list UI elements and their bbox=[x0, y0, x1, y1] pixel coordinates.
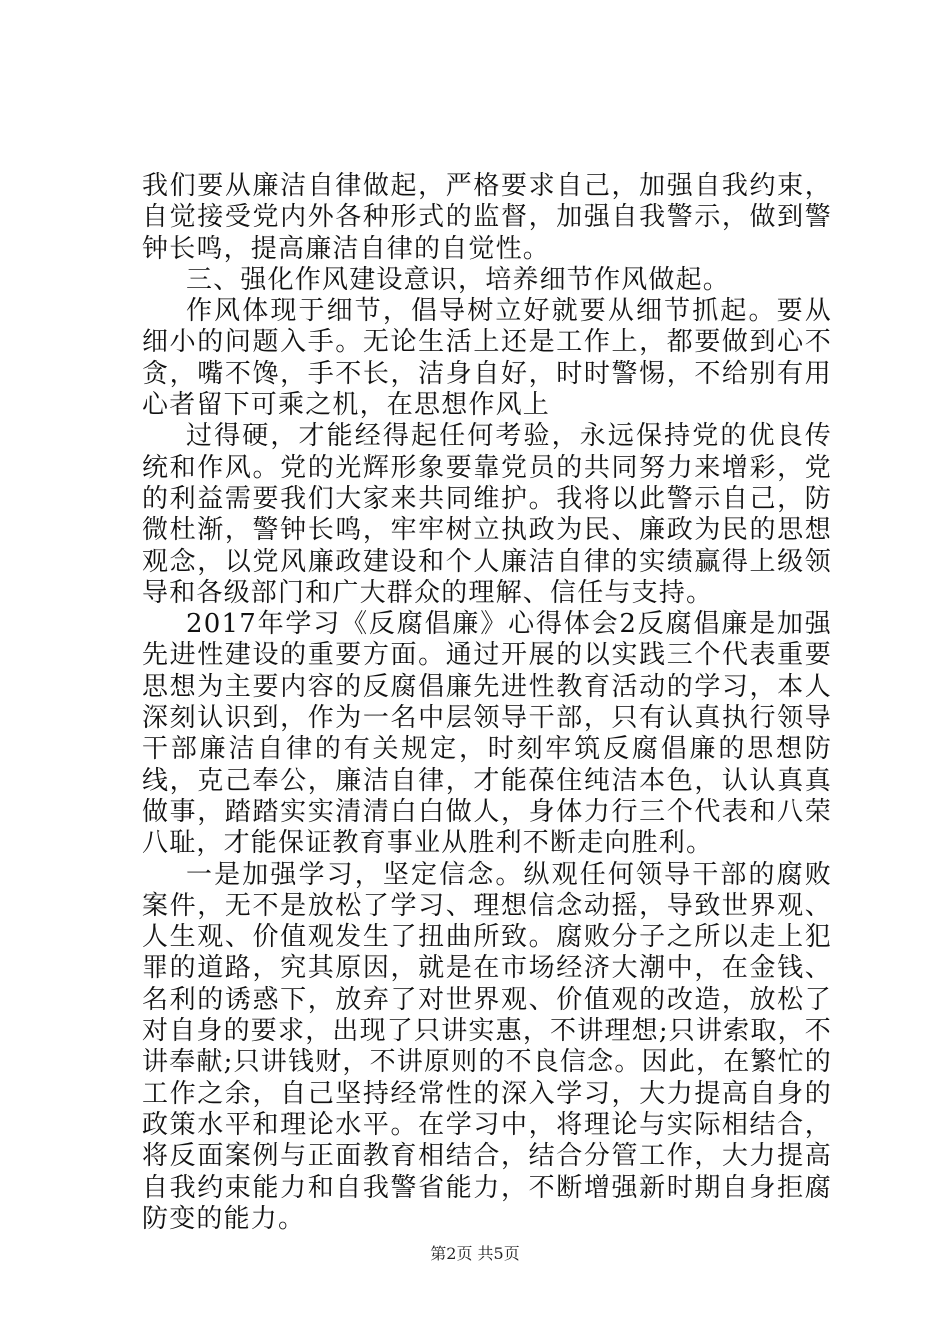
paragraph-5: 2017年学习《反腐倡廉》心得体会2反腐倡廉是加强先进性建设的重要方面。通过开展的以实践三个代表重要思想为主要内容的反腐倡廉先进性教育活动的学习，本人深刻认识到，作为一名中层领导干部，只有认真执行领导干部廉洁自律的有关规定，时刻牢筑反腐倡廉的思想防线，克己奉公，廉洁自律，才能葆住纯洁本色，认认真真做事，踏踏实实清清白白做人，身体力行三个代表和八荣八耻，才能保证教育事业从胜利不断走向胜利。 bbox=[142, 609, 832, 859]
paragraph-2-heading: 三、强化作风建设意识，培养细节作风做起。 bbox=[186, 264, 731, 295]
paragraph-4: 过得硬，才能经得起任何考验，永远保持党的优良传统和作风。党的光辉形象要靠党员的共同努力来增彩，党的利益需要我们大家来共同维护。我将以此警示自己，防微杜渐，警钟长鸣，牢牢树立执政为民、廉政为民的思想观念，以党风廉政建设和个人廉洁自律的实绩赢得上级领导和各级部门和广大群众的理解、信任与支持。 bbox=[142, 421, 832, 608]
paragraph-6: 一是加强学习，坚定信念。纵观任何领导干部的腐败案件，无不是放松了学习、理想信念动摇，导致世界观、人生观、价值观发生了扭曲所致。腐败分子之所以走上犯罪的道路，究其原因，就是在市场经济大潮中，在金钱、名利的诱惑下，放弃了对世界观、价值观的改造，放松了对自身的要求，出现了只讲实惠，不讲理想;只讲索取，不讲奉献;只讲钱财，不讲原则的不良信念。因此，在繁忙的工作之余，自己坚持经常性的深入学习，大力提高自身的政策水平和理论水平。在学习中，将理论与实际相结合，将反面案例与正面教育相结合，结合分管工作，大力提高自我约束能力和自我警省能力，不断增强新时期自身拒腐防变的能力。 bbox=[142, 859, 832, 1234]
page-footer: 第2页 共5页 bbox=[430, 1244, 520, 1263]
document-body bbox=[142, 171, 832, 1235]
paragraph-1: 我们要从廉洁自律做起，严格要求自己，加强自我约束，自觉接受党内外各种形式的监督，加强自我警示，做到警钟长鸣，提高廉洁自律的自觉性。 bbox=[142, 171, 832, 264]
paragraph-3: 作风体现于细节，倡导树立好就要从细节抓起。要从细小的问题入手。无论生活上还是工作上，都要做到心不贪，嘴不馋，手不长，洁身自好，时时警惕，不给别有用心者留下可乘之机，在思想作风上 bbox=[142, 296, 832, 421]
